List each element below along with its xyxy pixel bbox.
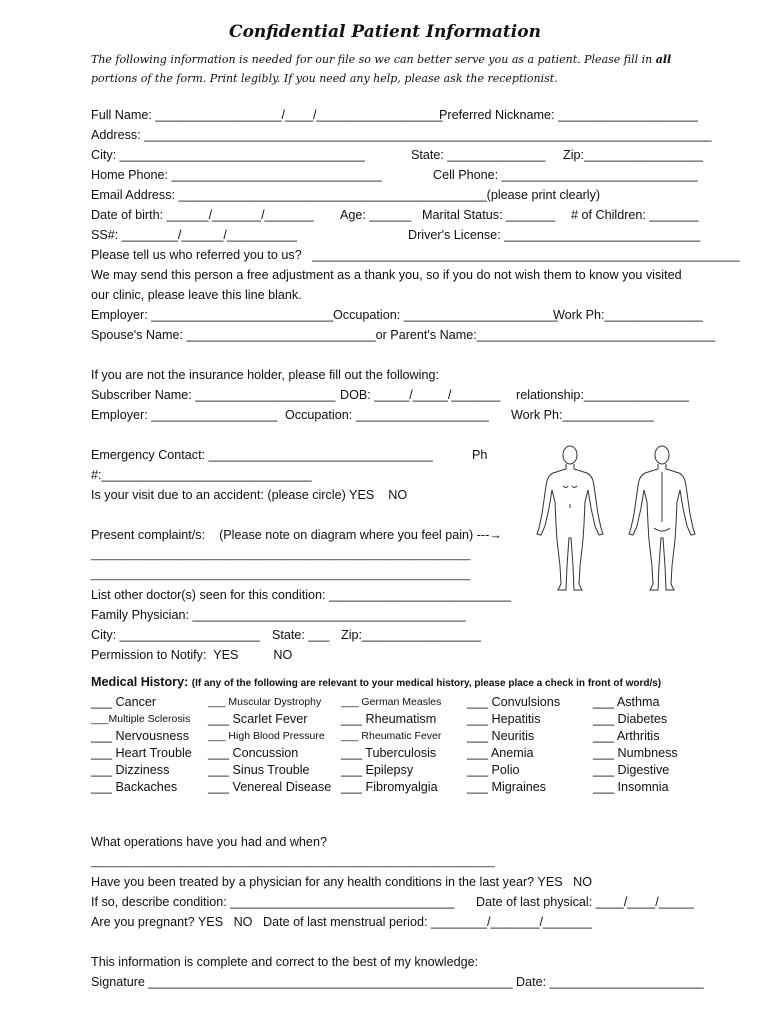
full-name-field[interactable]: Full Name: __________________/____/__________________ xyxy=(91,108,443,122)
medical-history-item[interactable]: ___ Rheumatism xyxy=(341,712,437,726)
emergency-contact-field[interactable]: Emergency Contact: ________________________________ xyxy=(91,448,433,462)
complaint-blank-line-2[interactable]: ______________________________________________________________ xyxy=(91,569,471,581)
medical-history-item[interactable]: ___ Anemia xyxy=(467,746,534,760)
dob-field[interactable]: Date of birth: ______/_______/_______ xyxy=(91,208,314,222)
treated-question[interactable]: Have you been treated by a physician for any health conditions in the last year? YES NO xyxy=(91,875,593,889)
ssn-field[interactable]: SS#: ________/______/__________ xyxy=(91,228,297,242)
subscriber-employer-field[interactable]: Employer: __________________ xyxy=(91,408,278,422)
medical-history-item[interactable]: ___ Fibromyalgia xyxy=(341,780,438,794)
family-physician-field[interactable]: Family Physician: _______________________________________ xyxy=(91,608,466,622)
medical-history-item[interactable]: ___ Rheumatic Fever xyxy=(341,730,442,742)
physician-city-field[interactable]: City: ____________________ xyxy=(91,628,260,642)
intro-text: The following information is needed for our file so we can better serve you as a patient. Please fill in all portions of the form. Print legibly. If you need any help, please ask the receptionist. xyxy=(91,53,672,85)
medical-history-item[interactable]: ___ Nervousness xyxy=(91,729,190,743)
medical-history-item[interactable]: ___ Numbness xyxy=(593,746,678,760)
drivers-license-field[interactable]: Driver's License: ____________________________ xyxy=(408,228,701,242)
physician-state-field[interactable]: State: ___ xyxy=(272,628,330,642)
medical-history-item[interactable]: ___ Venereal Disease xyxy=(208,780,332,794)
medical-history-item[interactable]: ___ Neuritis xyxy=(467,729,535,743)
marital-status-field[interactable]: Marital Status: _______ xyxy=(422,208,556,222)
other-doctors-field[interactable]: List other doctor(s) seen for this condition: __________________________ xyxy=(91,588,512,602)
medical-history-item[interactable]: ___ Arthritis xyxy=(593,729,660,743)
cell-phone-field[interactable]: Cell Phone: ____________________________ xyxy=(433,168,698,182)
employer-field[interactable]: Employer: __________________________ xyxy=(91,308,334,322)
medical-history-item[interactable]: ___ Backaches xyxy=(91,780,178,794)
work-phone-field[interactable]: Work Ph:______________ xyxy=(553,308,703,322)
permission-to-notify[interactable]: Permission to Notify: YES NO xyxy=(91,648,293,662)
accident-question[interactable]: Is your visit due to an accident: (please circle) YES NO xyxy=(91,488,408,502)
medical-history-item[interactable]: ___ Diabetes xyxy=(593,712,668,726)
last-physical-field[interactable]: Date of last physical: ____/____/_____ xyxy=(476,895,694,909)
medical-history-item[interactable]: ___ Concussion xyxy=(208,746,299,760)
medical-history-item[interactable]: ___ Muscular Dystrophy xyxy=(208,696,322,708)
emergency-phone-label: Ph xyxy=(472,448,488,462)
referred-by-field[interactable]: Please tell us who referred you to us? _____________________________________________________________ xyxy=(91,248,740,262)
medical-history-item[interactable]: ___ Tuberculosis xyxy=(341,746,437,760)
subscriber-occupation-field[interactable]: Occupation: ___________________ xyxy=(285,408,489,422)
emergency-phone-field[interactable]: #:______________________________ xyxy=(91,468,312,482)
medical-history-item[interactable]: ___ Migraines xyxy=(467,780,547,794)
children-field[interactable]: # of Children: _______ xyxy=(571,208,699,222)
medical-history-item[interactable]: ___ Sinus Trouble xyxy=(208,763,310,777)
date-field[interactable]: Date: ______________________ xyxy=(516,975,704,989)
state-field[interactable]: State: ______________ xyxy=(411,148,546,162)
spouse-parent-field[interactable]: Spouse's Name: ___________________________or Parent's Name:__________________________________ xyxy=(91,328,715,342)
operations-question: What operations have you had and when? xyxy=(91,835,327,849)
medical-history-heading: Medical History: (If any of the following are relevant to your medical history, please place a check in front of word/s) xyxy=(91,675,662,689)
subscriber-dob-field[interactable]: DOB: _____/_____/_______ xyxy=(340,388,501,402)
preferred-nickname-field[interactable]: Preferred Nickname: ____________________ xyxy=(439,108,699,122)
relationship-field[interactable]: relationship:_______________ xyxy=(516,388,689,402)
medical-history-item[interactable]: ___ Polio xyxy=(467,763,520,777)
medical-history-item[interactable]: ___ Hepatitis xyxy=(467,712,541,726)
thank-you-note-line1: We may send this person a free adjustment as a thank you, so if you do not wish them to know you visited xyxy=(91,268,682,282)
address-field[interactable]: Address: _________________________________________________________________________________ xyxy=(91,128,712,142)
age-field[interactable]: Age: ______ xyxy=(340,208,412,222)
home-phone-field[interactable]: Home Phone: ______________________________ xyxy=(91,168,382,182)
medical-history-item[interactable]: ___ Epilepsy xyxy=(341,763,414,777)
medical-history-item[interactable]: ___ Insomnia xyxy=(593,780,669,794)
describe-condition-field[interactable]: If so, describe condition: ________________________________ xyxy=(91,895,455,909)
present-complaint-field[interactable]: Present complaint/s: (Please note on diagram where you feel pain) ---→ xyxy=(91,528,502,542)
medical-history-item[interactable]: ___ Asthma xyxy=(593,695,660,709)
pregnancy-field[interactable]: Are you pregnant? YES NO Date of last menstrual period: ________/_______/_______ xyxy=(91,915,593,929)
occupation-field[interactable]: Occupation: ______________________ xyxy=(333,308,558,322)
subscriber-name-field[interactable]: Subscriber Name: ____________________ xyxy=(91,388,336,402)
medical-history-item[interactable]: ___ German Measles xyxy=(341,696,442,708)
medical-history-item[interactable]: ___Multiple Sclerosis xyxy=(91,713,191,725)
signature-field[interactable]: Signature ____________________________________________________ xyxy=(91,975,513,989)
subscriber-work-phone-field[interactable]: Work Ph:_____________ xyxy=(511,408,654,422)
insurance-header: If you are not the insurance holder, please fill out the following: xyxy=(91,368,439,382)
city-field[interactable]: City: ___________________________________ xyxy=(91,148,365,162)
operations-field[interactable]: __________________________________________________________________ xyxy=(91,856,495,868)
medical-history-item[interactable]: ___ Heart Trouble xyxy=(91,746,192,760)
medical-history-item[interactable]: ___ High Blood Pressure xyxy=(208,730,325,742)
medical-history-item[interactable]: ___ Scarlet Fever xyxy=(208,712,308,726)
email-field[interactable]: Email Address: ____________________________________________(please print clearly) xyxy=(91,188,601,202)
thank-you-note-line2: our clinic, please leave this line blank. xyxy=(91,288,302,302)
zip-field[interactable]: Zip:_________________ xyxy=(563,148,704,162)
medical-history-item[interactable]: ___ Convulsions xyxy=(467,695,561,709)
medical-history-item[interactable]: ___ Digestive xyxy=(593,763,670,777)
body-front-diagram-icon[interactable] xyxy=(533,442,607,594)
certification-statement: This information is complete and correct to the best of my knowledge: xyxy=(91,955,479,969)
complaint-blank-line-1[interactable]: ______________________________________________________________ xyxy=(91,549,471,561)
form-title: Confidential Patient Information xyxy=(229,22,541,42)
body-back-diagram-icon[interactable] xyxy=(624,442,700,594)
physician-zip-field[interactable]: Zip:_________________ xyxy=(341,628,482,642)
medical-history-item[interactable]: ___ Cancer xyxy=(91,695,157,709)
medical-history-item[interactable]: ___ Dizziness xyxy=(91,763,170,777)
